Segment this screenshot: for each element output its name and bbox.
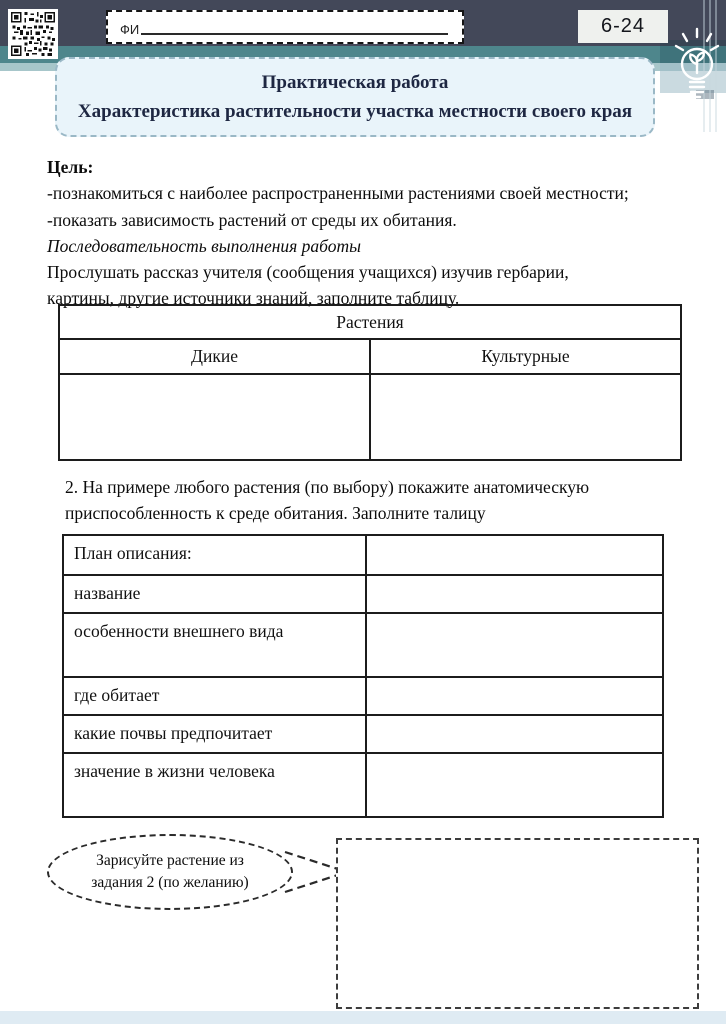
plants-cell-cultivated[interactable] xyxy=(370,374,681,460)
desc-label: название xyxy=(63,575,366,613)
bubble-line2: задания 2 (по желанию) xyxy=(91,874,249,891)
page-title-line1: Практическая работа xyxy=(261,71,449,93)
instruction-line: Прослушать рассказ учителя (сообщения учащихся) изучив гербарии, xyxy=(47,262,569,282)
desc-value[interactable] xyxy=(366,535,663,575)
desc-label: особенности внешнего вида xyxy=(63,613,366,677)
desc-value[interactable] xyxy=(366,575,663,613)
desc-value[interactable] xyxy=(366,677,663,715)
lightbulb-icon xyxy=(671,26,723,108)
intro-text xyxy=(47,154,677,312)
drawing-area[interactable] xyxy=(336,838,699,1009)
task2-text xyxy=(65,474,675,527)
instruction-line: картины, другие источники знаний, заполните таблицу. xyxy=(47,288,460,309)
plants-table xyxy=(58,304,682,461)
title-box xyxy=(55,57,655,137)
goal-item: -познакомиться с наиболее распространенными растениями своей местности; xyxy=(47,183,629,204)
plants-cell-wild[interactable] xyxy=(59,374,370,460)
desc-value[interactable] xyxy=(366,753,663,817)
desc-label: значение в жизни человека xyxy=(63,753,366,817)
goal-item: -показать зависимость растений от среды их обитания. xyxy=(47,209,457,230)
name-write-line xyxy=(141,32,448,35)
qr-code xyxy=(8,9,58,59)
bottom-strip xyxy=(0,1011,726,1024)
page-title-line2: Характеристика растительности участка местности своего края xyxy=(77,101,633,122)
desc-value[interactable] xyxy=(366,613,663,677)
plants-table-col-cultivated: Культурные xyxy=(370,339,681,374)
description-table xyxy=(62,534,664,818)
plants-table-col-wild: Дикие xyxy=(59,339,370,374)
name-field[interactable] xyxy=(106,10,464,44)
task2-line: 2. На примере любого растения (по выбору) покажите анатомическую xyxy=(65,477,590,497)
plants-table-title: Растения xyxy=(59,305,681,339)
desc-label: где обитает xyxy=(63,677,366,715)
task2-line: приспособленность к среде обитания. Заполните талицу xyxy=(65,503,486,524)
sequence-heading: Последовательность выполнения работы xyxy=(47,235,361,256)
bubble-line1: Зарисуйте растение из xyxy=(96,851,244,869)
goal-heading: Цель: xyxy=(47,157,94,177)
desc-label: какие почвы предпочитает xyxy=(63,715,366,753)
desc-label: План описания: xyxy=(63,535,366,575)
desc-value[interactable] xyxy=(366,715,663,753)
name-label: ФИ xyxy=(120,22,140,37)
class-badge: 6-24 xyxy=(578,10,668,43)
speech-bubble xyxy=(47,834,293,910)
